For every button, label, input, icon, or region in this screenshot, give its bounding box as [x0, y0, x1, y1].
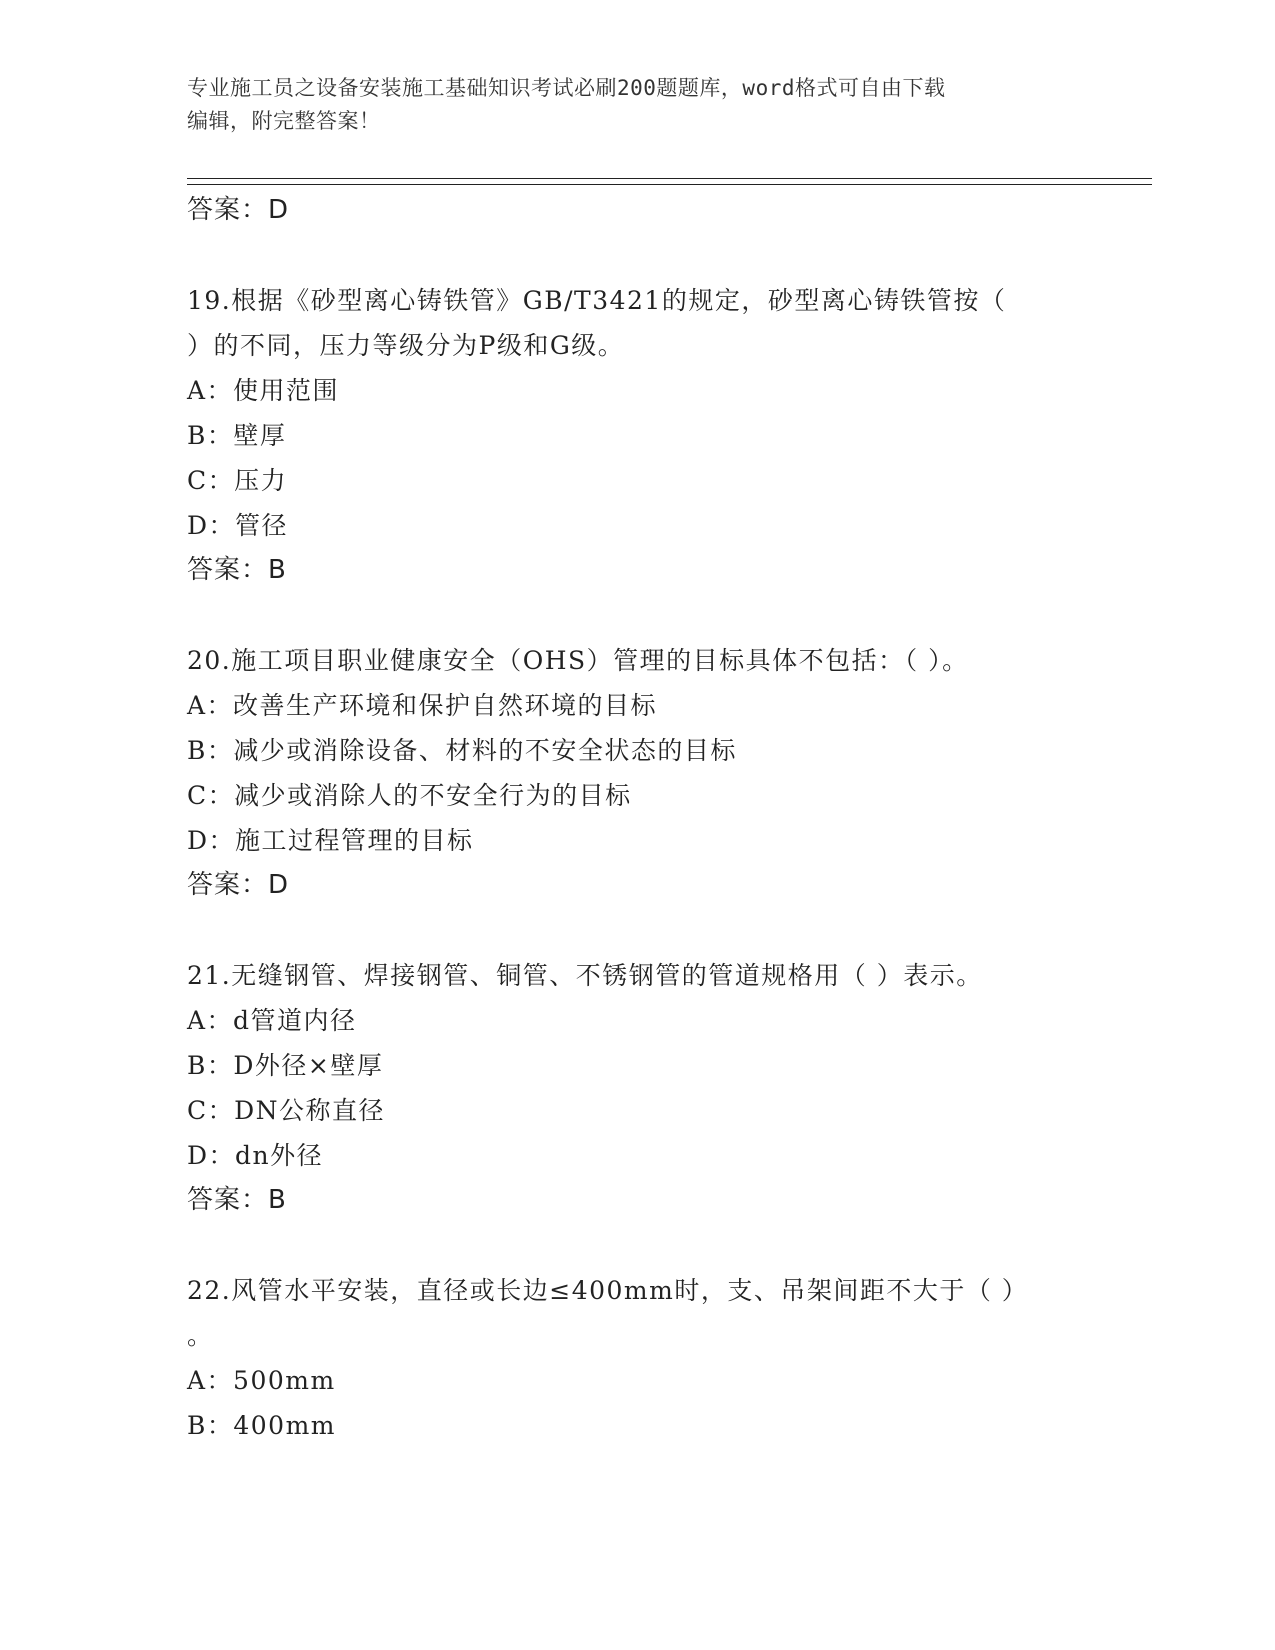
question-text-line: ）的不同，压力等级分为P级和G级。 [187, 331, 625, 360]
header-divider [187, 178, 1152, 185]
option-b: B：壁厚 [187, 421, 287, 450]
option-b: B：减少或消除设备、材料的不安全状态的目标 [187, 736, 737, 765]
option-d: D：施工过程管理的目标 [187, 826, 474, 855]
question-list [187, 188, 1087, 1448]
option-a: A：500mm [187, 1366, 336, 1395]
question-block [187, 1268, 1087, 1448]
spacer [187, 1223, 1087, 1268]
option-c: C：减少或消除人的不安全行为的目标 [187, 781, 632, 810]
question-text-line: 20.施工项目职业健康安全（OHS）管理的目标具体不包括：（ ）。 [187, 646, 969, 675]
option-c: C：压力 [187, 466, 288, 495]
option-d: D：dn外径 [187, 1141, 324, 1170]
option-a: A：d管道内径 [187, 1006, 357, 1035]
spacer [187, 233, 1087, 278]
spacer [187, 908, 1087, 953]
question-text-line: 21.无缝钢管、焊接钢管、铜管、不锈钢管的管道规格用（ ）表示。 [187, 961, 983, 990]
option-a: A：改善生产环境和保护自然环境的目标 [187, 691, 658, 720]
header-title-line-2: 编辑，附完整答案！ [187, 109, 381, 133]
question-block [187, 953, 1087, 1223]
question-text-line: 22.风管水平安装，直径或长边≤400mm时，支、吊架间距不大于（ ） [187, 1276, 1029, 1305]
answer-line: 答案：D [187, 870, 290, 900]
option-d: D：管径 [187, 511, 289, 540]
question-text-line: 19.根据《砂型离心铸铁管》GB/T3421的规定，砂型离心铸铁管按（ [187, 286, 1007, 315]
spacer [187, 593, 1087, 638]
answer-line: 答案：D [187, 195, 290, 225]
question-block [187, 278, 1087, 593]
header-title-line-1: 专业施工员之设备安装施工基础知识考试必刷200题题库，word格式可自由下载 [187, 76, 946, 100]
answer-line: 答案：B [187, 1185, 287, 1215]
option-b: B：D外径×壁厚 [187, 1051, 384, 1080]
option-a: A：使用范围 [187, 376, 340, 405]
option-b: B：400mm [187, 1411, 337, 1440]
page-header [187, 72, 1067, 138]
answer-line: 答案：B [187, 555, 287, 585]
question-text-line: 。 [187, 1321, 214, 1350]
option-c: C：DN公称直径 [187, 1096, 386, 1125]
question-block [187, 638, 1087, 908]
